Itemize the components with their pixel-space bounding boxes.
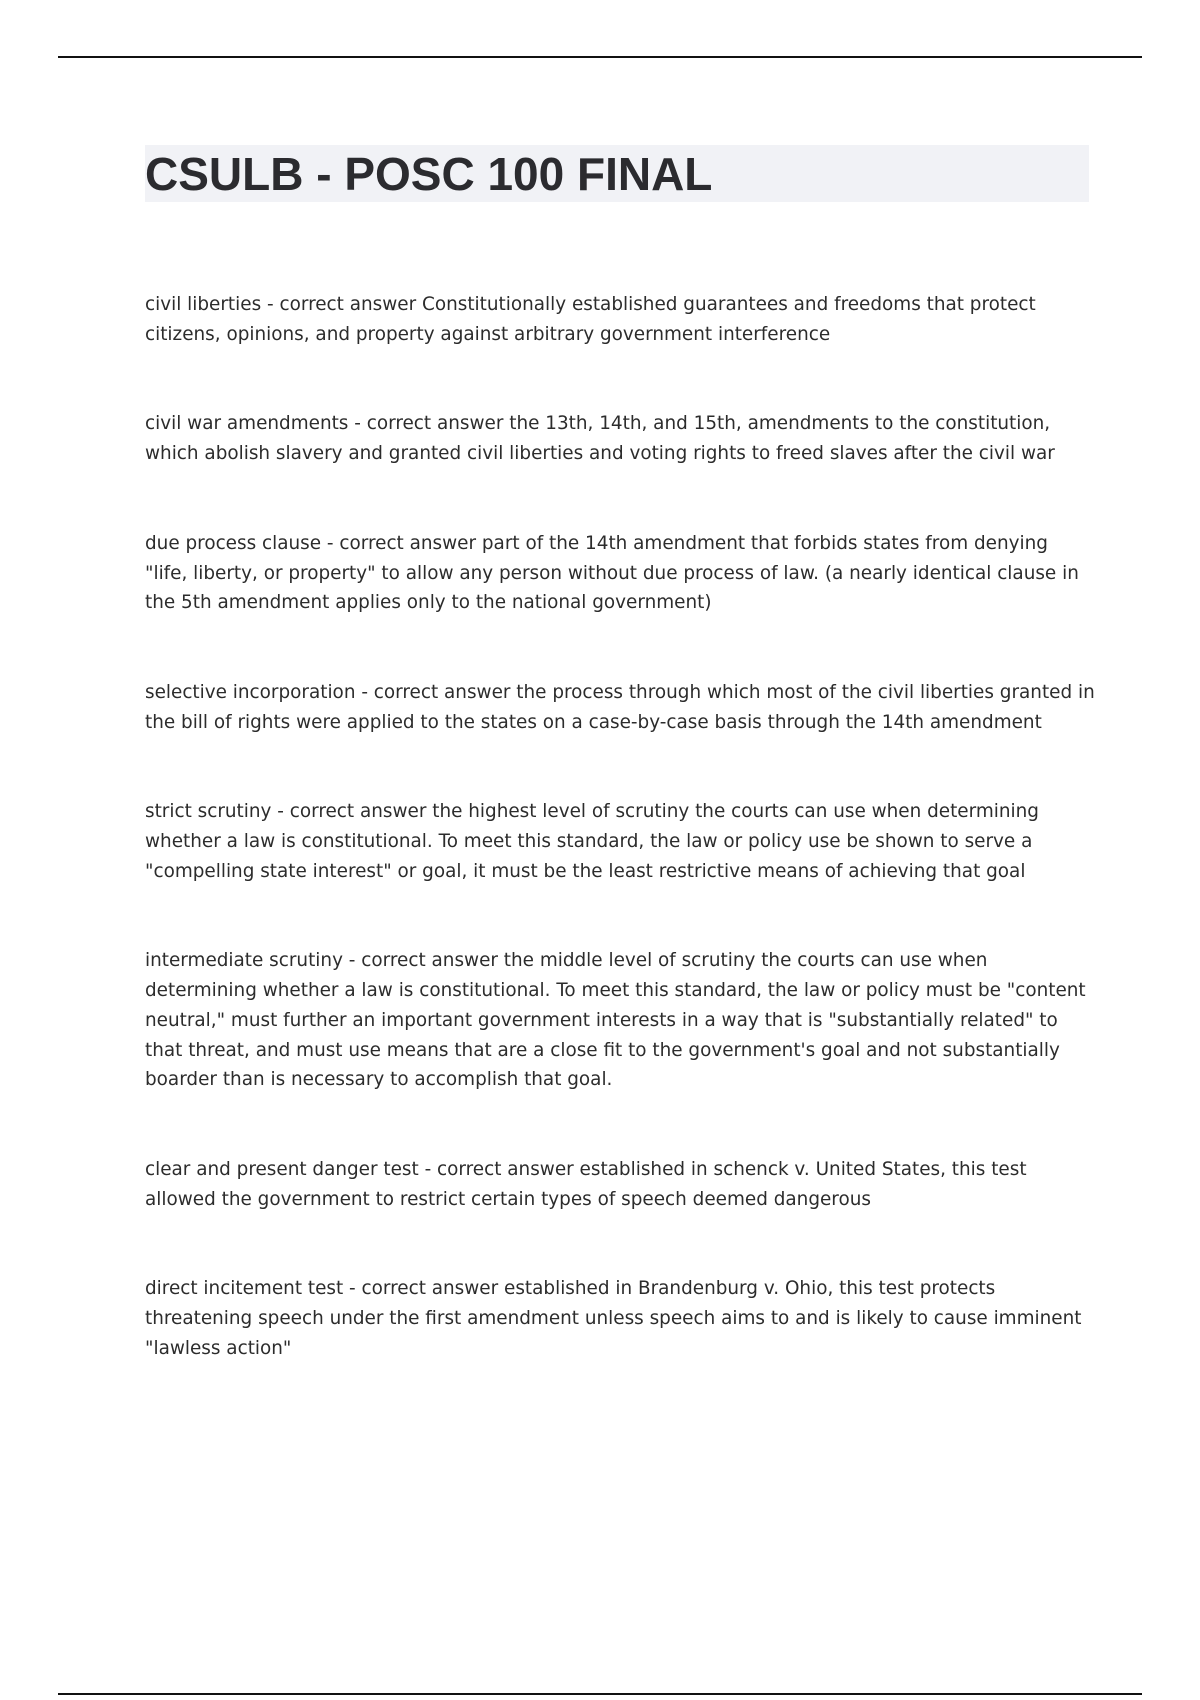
flashcard-entry: due process clause - correct answer part of the 14th amendment that forbids states from denying "life, liberty, or property" to allow any person without due process of law. (a nearly identical clause in the 5th amendment applies only to the national government) [145, 532, 1079, 614]
flashcard-entry: intermediate scrutiny - correct answer the middle level of scrutiny the courts can use when determining whether a law is constitutional. To meet this standard, the law or policy must be "content neutral," must further an important government interests in a way that is "substantially related" to that threat, and must use means that are a close fit to the government's goal and not substantially boarder than is necessary to accomplish that goal. [145, 950, 1086, 1091]
flashcard-entry: direct incitement test - correct answer established in Brandenburg v. Ohio, this test protects threatening speech under the first amendment unless speech aims to and is likely to cause imminent "lawless action" [145, 1278, 1082, 1359]
footer-rule [58, 1693, 1142, 1695]
title-banner [145, 145, 1089, 202]
flashcard-entry: civil war amendments - correct answer the 13th, 14th, and 15th, amendments to the constitution, which abolish slavery and granted civil liberties and voting rights to freed slaves after the civil war [145, 413, 1055, 465]
flashcard-entry: clear and present danger test - correct answer established in schenck v. United States, this test allowed the government to restrict certain types of speech deemed dangerous [145, 1158, 1027, 1210]
page-title: CSULB - POSC 100 FINAL [145, 148, 713, 200]
flashcard-entry: strict scrutiny - correct answer the highest level of scrutiny the courts can use when determining whether a law is constitutional. To meet this standard, the law or policy use be shown to serve a "compelling state interest" or goal, it must be the least restrictive means of achieving that goal [145, 801, 1039, 882]
flashcard-entry: civil liberties - correct answer Constitutionally established guarantees and freedoms that protect citizens, opinions, and property against arbitrary government interference [145, 294, 1036, 345]
flashcard-list [145, 290, 1095, 1423]
flashcard-entry: selective incorporation - correct answer the process through which most of the civil liberties granted in the bill of rights were applied to the states on a case-by-case basis through the 14th amendment [145, 681, 1095, 733]
header-rule [58, 56, 1142, 58]
